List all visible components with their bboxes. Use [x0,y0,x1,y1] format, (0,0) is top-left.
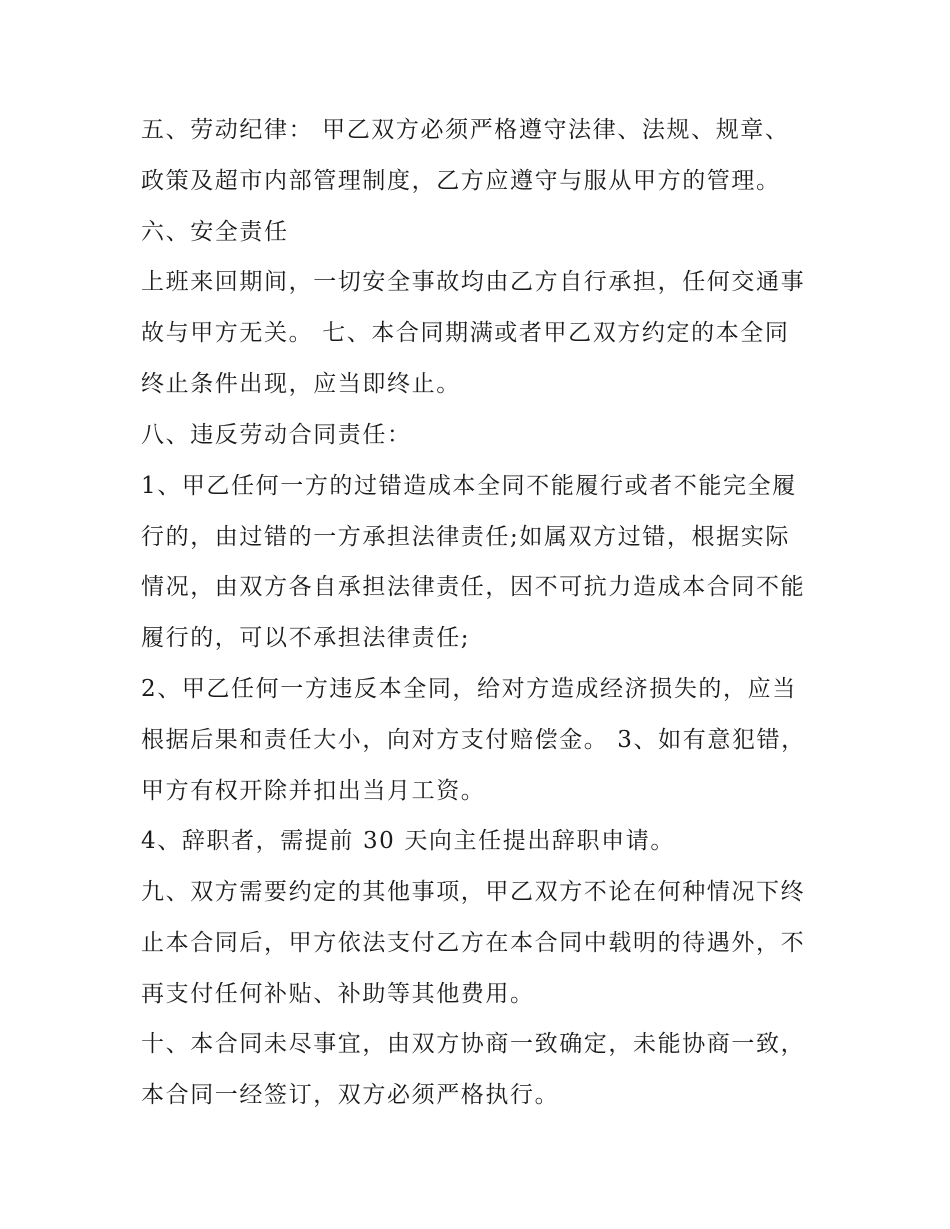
text-line: 故与甲方无关。 七、本合同期满或者甲乙双方约定的本全同 [141,320,790,346]
text-line: 五、劳动纪律： 甲乙双方必须严格遵守法律、法规、规章、 [141,117,790,143]
text-line: 十、本合同未尽事宜，由双方协商一致确定，未能协商一致， [141,1031,806,1057]
text-line: 2、甲乙任何一方违反本全同，给对方造成经济损失的，应当 [141,676,797,702]
text-line: 情况，由双方各自承担法律责任，因不可抗力造成本合同不能 [141,574,806,600]
text-line: 行的，由过错的一方承担法律责任;如属双方过错，根据实际 [141,524,790,550]
text-line: 甲方有权开除并扣出当月工资。 [141,778,486,804]
text-line: 上班来回期间，一切安全事故均由乙方自行承担，任何交通事 [141,269,806,295]
text-line: 终止条件出现，应当即终止。 [141,371,461,397]
text-line: 再支付任何补贴、补助等其他费用。 [141,981,535,1007]
text-line: 履行的，可以不承担法律责任; [141,625,471,651]
text-line: 止本合同后，甲方依法支付乙方在本合同中载明的待遇外，不 [141,930,806,956]
text-line: 政策及超市内部管理制度，乙方应遵守与服从甲方的管理。 [141,168,781,194]
text-line: 1、甲乙任何一方的过错造成本全同不能履行或者不能完全履 [141,473,797,499]
text-line: 本合同一经签订，双方必须严格执行。 [141,1082,560,1108]
text-line: 六、安全责任 [141,219,289,245]
text-line: 根据后果和责任大小，向对方支付赔偿金。 3、如有意犯错， [141,727,806,753]
text-line: 九、双方需要约定的其他事项，甲乙双方不论在何种情况下终 [141,879,806,905]
text-line: 八、违反劳动合同责任： [141,422,412,448]
text-line: 4、辞职者，需提前 30 天向主任提出辞职申请。 [141,828,675,854]
